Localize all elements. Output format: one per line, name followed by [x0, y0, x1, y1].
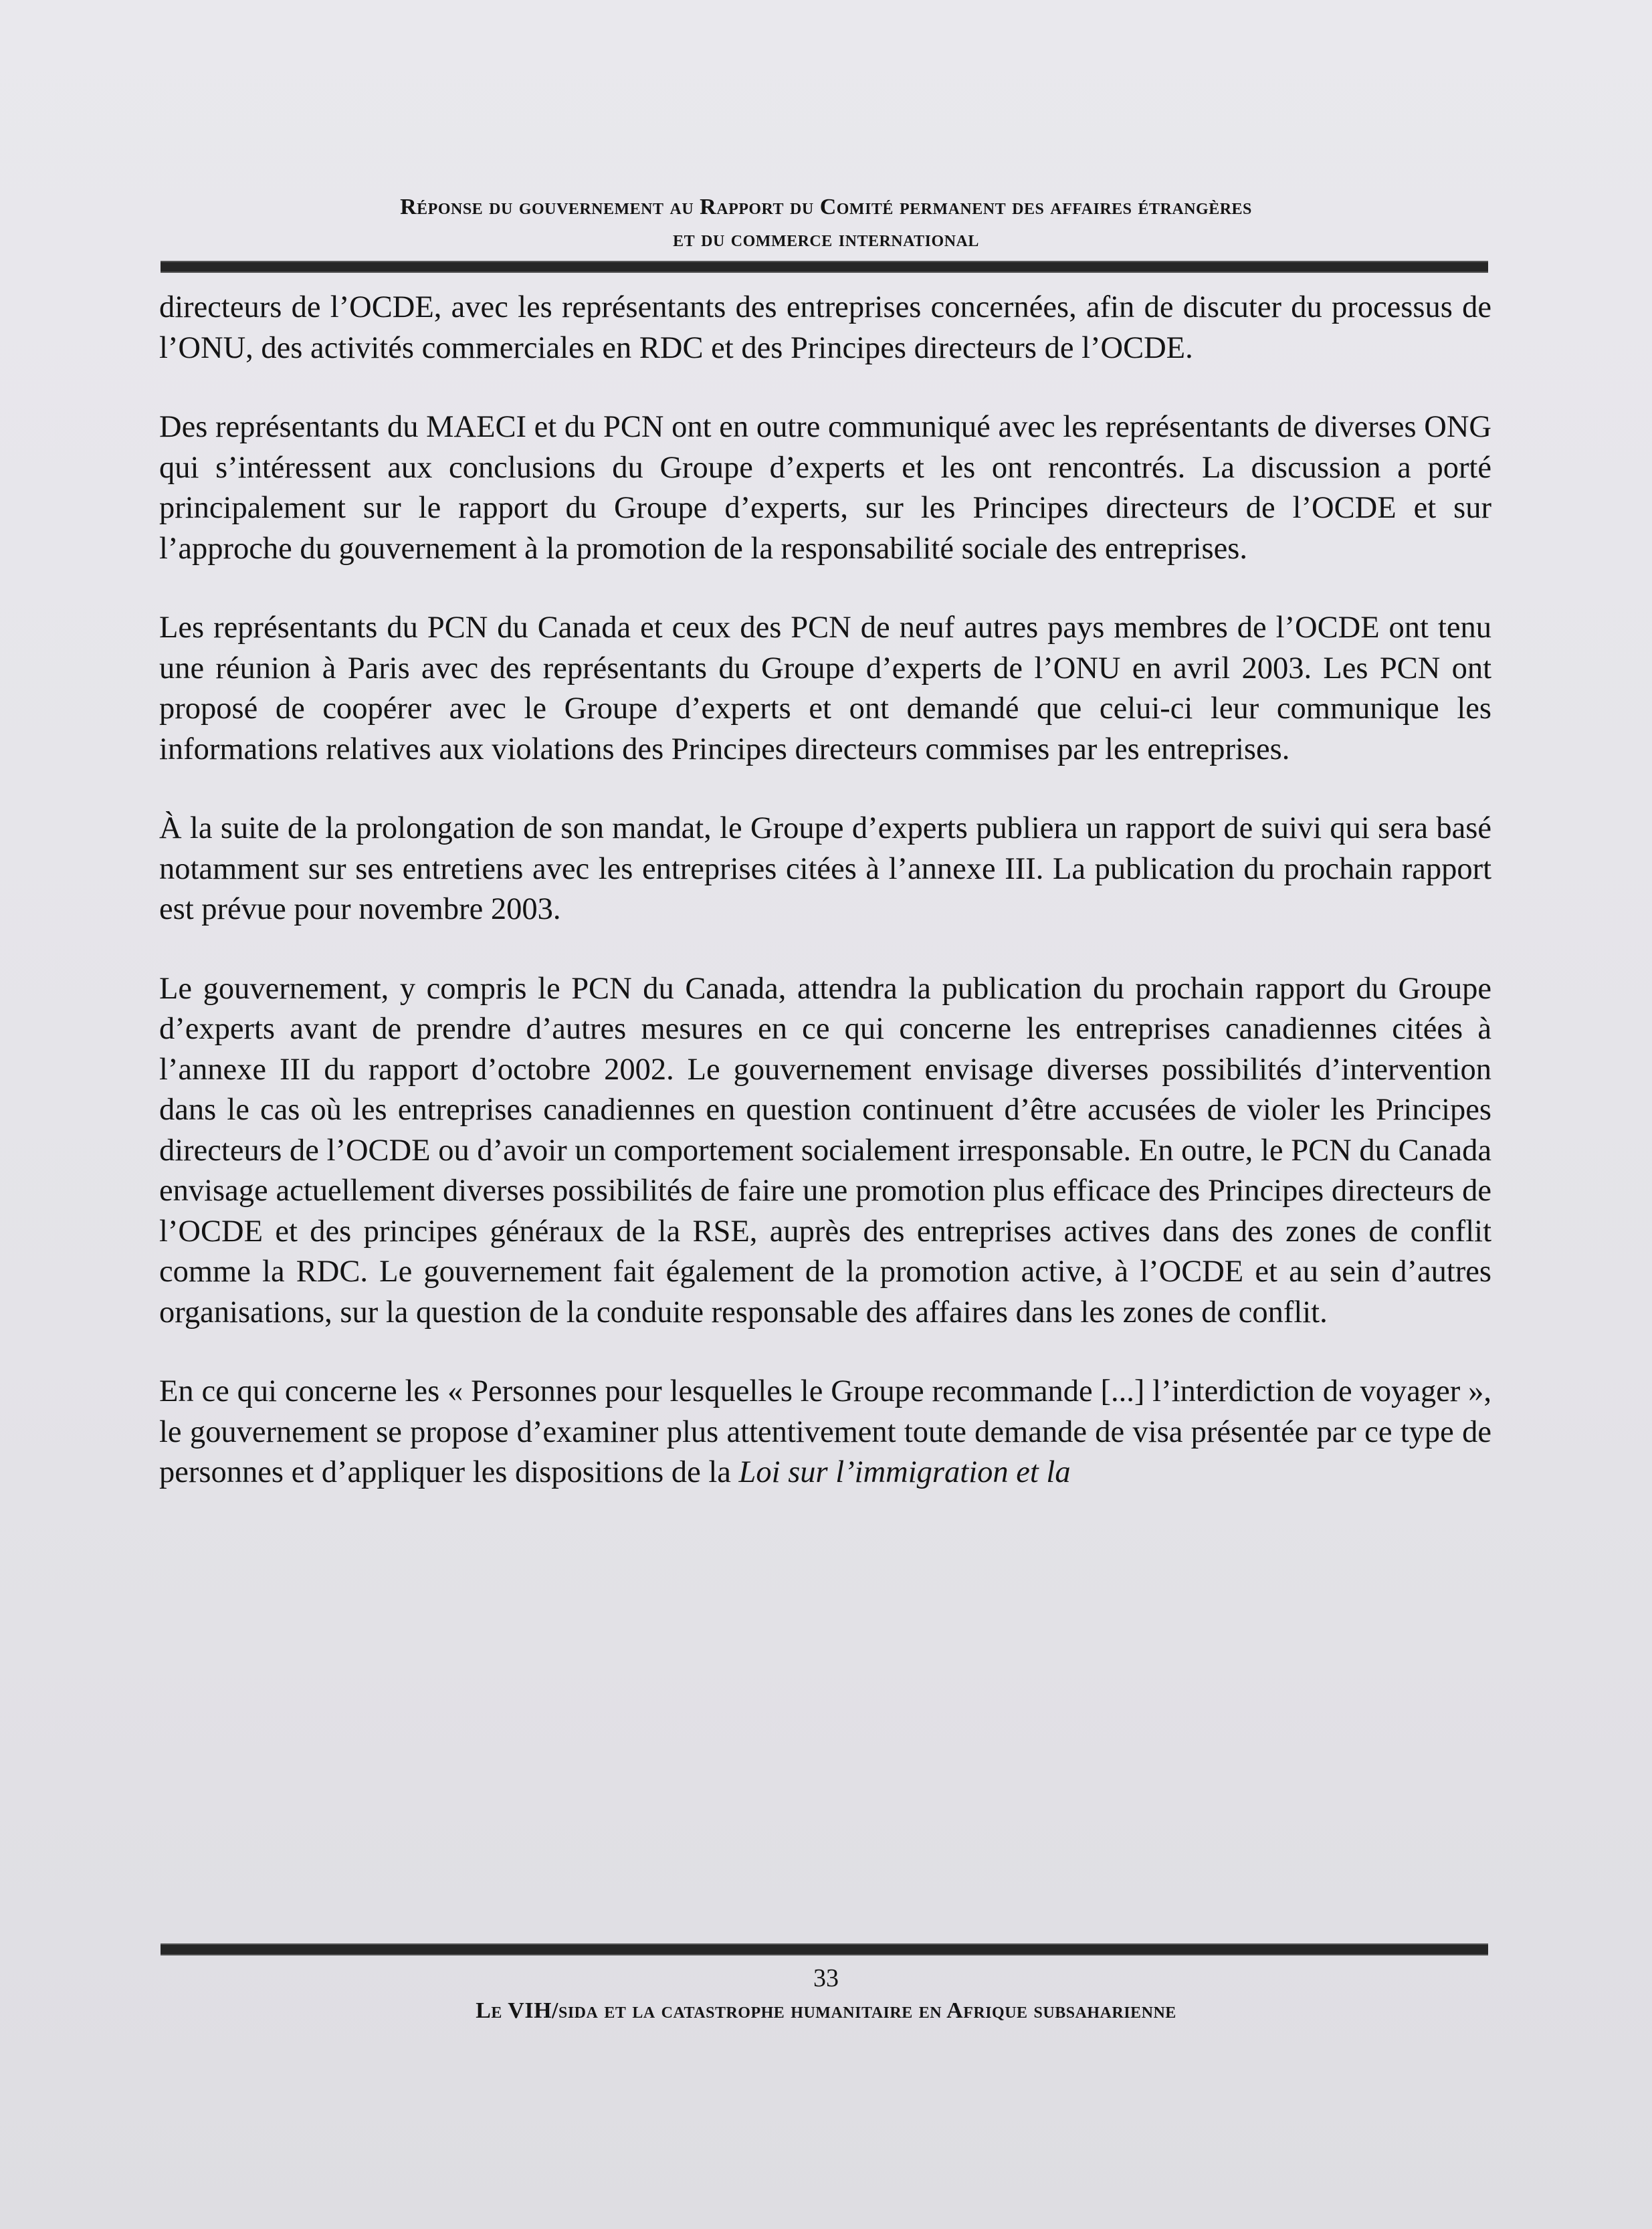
running-header [161, 191, 1491, 255]
paragraph-5: Le gouvernement, y compris le PCN du Canada, attendra la publication du prochain rapport du Groupe d’experts avant de prendre d’autres mesures en ce qui concerne les entreprises canadiennes citées à l’annexe III du rapport d’octobre 2002. Le gouvernement envisage diverses possibilités d’intervention dans le cas où les entreprises canadiennes en question continuent d’être accusées de violer les Principes directeurs de l’OCDE ou d’avoir un comportement socialement irresponsable. En outre, le PCN du Canada envisage actuellement diverses possibilités de faire une promotion plus efficace des Principes directeurs de l’OCDE et des principes généraux de la RSE, auprès des entreprises actives dans des zones de conflit comme la RDC. Le gouvernement fait également de la promotion active, à l’OCDE et au sein d’autres organisations, sur la question de la conduite responsable des affaires dans les zones de conflit. [159, 971, 1491, 1330]
paragraph-6 [159, 1372, 1491, 1493]
paragraph-6-italic: Loi sur l’immigration et la [738, 1455, 1071, 1489]
paragraph-6-text: En ce qui concerne les « Personnes pour lesquelles le Groupe recommande [...] l’interdiction de voyager », le gouvernement se propose d’examiner plus attentivement toute demande de visa présentée par ce type de personnes et d’appliquer les dispositions de la [159, 1374, 1491, 1489]
footer-rule [161, 1943, 1488, 1955]
header-rule [161, 261, 1488, 273]
page-number: 33 [813, 1964, 839, 1992]
header-line-2: et du commerce international [673, 227, 979, 251]
body-text [159, 288, 1491, 1532]
running-footer: Le VIH/sida et la catastrophe humanitaire en Afrique subsaharienne [476, 1998, 1176, 2023]
paragraph-2: Des représentants du MAECI et du PCN ont en outre communiqué avec les représentants de diverses ONG qui s’intéressent aux conclusions du Groupe d’experts et les ont rencontrés. La discussion a porté principalement sur le rapport du Groupe d’experts, sur les Principes directeurs de l’OCDE et sur l’approche du gouvernement à la promotion de la responsabilité sociale des entreprises. [159, 410, 1491, 566]
paragraph-4: À la suite de la prolongation de son mandat, le Groupe d’experts publiera un rapport de suivi qui sera basé notamment sur ses entretiens avec les entreprises citées à l’annexe III. La publication du prochain rapport est prévue pour novembre 2003. [159, 811, 1491, 926]
paragraph-3: Les représentants du PCN du Canada et ceux des PCN de neuf autres pays membres de l’OCDE ont tenu une réunion à Paris avec des représentants du Groupe d’experts de l’ONU en avril 2003. Les PCN ont proposé de coopérer avec le Groupe d’experts et ont demandé que celui-ci leur communique les informations relatives aux violations des Principes directeurs commises par les entreprises. [159, 611, 1491, 766]
header-line-1: Réponse du gouvernement au Rapport du Comité permanent des affaires étrangères [400, 195, 1252, 219]
paragraph-1: directeurs de l’OCDE, avec les représentants des entreprises concernées, afin de discuter du processus de l’ONU, des activités commerciales en RDC et des Principes directeurs de l’OCDE. [159, 290, 1491, 365]
